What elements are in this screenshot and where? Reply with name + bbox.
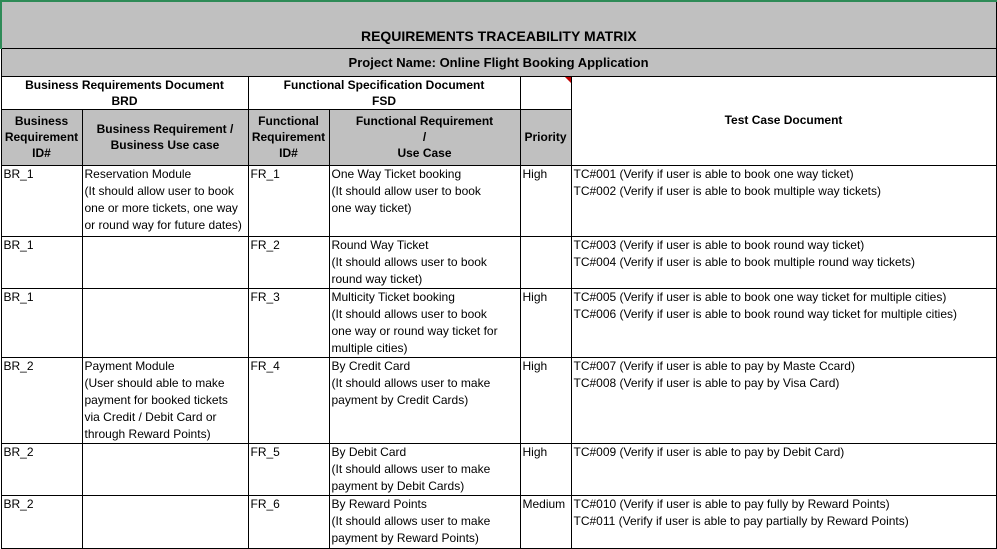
fr-description-line: one way or round way ticket for: [331, 323, 498, 338]
cell-priority[interactable]: High: [520, 443, 571, 495]
cell-fr-id[interactable]: FR_4: [248, 357, 329, 443]
test-case-line: TC#009 (Verify if user is able to pay by Debit Card): [573, 444, 845, 459]
fr-description-line: (It should allows user to make: [331, 513, 491, 528]
table-row: [1, 288, 996, 357]
header-fr-use-case-line: Functional Requirement: [355, 114, 494, 128]
header-priority: Priority: [520, 109, 571, 165]
fr-description-line: round way ticket): [331, 271, 423, 286]
table-row: [1, 165, 996, 236]
fr-description-line: payment by Reward Points): [331, 530, 479, 545]
test-case-line: TC#003 (Verify if user is able to book round way ticket): [573, 237, 865, 252]
test-case-line: TC#011 (Verify if user is able to pay partially by Reward Points): [573, 513, 909, 528]
cell-fr-description[interactable]: [329, 357, 520, 443]
cell-br-description[interactable]: [82, 165, 248, 236]
table-row: [1, 495, 996, 548]
test-case-line: TC#006 (Verify if user is able to book round way ticket for multiple cities): [573, 306, 957, 321]
br-description-line: or round way for future dates): [84, 217, 242, 232]
table-row: [1, 357, 996, 443]
cell-br-description[interactable]: [82, 357, 248, 443]
cell-test-cases[interactable]: [571, 288, 996, 357]
brd-group-abbrev: BRD: [111, 93, 138, 108]
cell-fr-description[interactable]: [329, 288, 520, 357]
fr-description-line: payment by Credit Cards): [331, 392, 469, 407]
fsd-group-title: Functional Specification Document: [283, 77, 485, 92]
cell-test-cases[interactable]: [571, 443, 996, 495]
test-case-line: TC#001 (Verify if user is able to book one way ticket): [573, 166, 854, 181]
fr-description-line: By Credit Card: [331, 358, 411, 373]
header-fr-id-line: ID#: [279, 146, 298, 160]
test-case-line: TC#008 (Verify if user is able to pay by Visa Card): [573, 375, 840, 390]
table-row: [1, 236, 996, 288]
fsd-group-abbrev: FSD: [372, 93, 396, 108]
fr-description-line: (It should allow user to book: [331, 183, 481, 198]
test-case-line: TC#010 (Verify if user is able to pay fully by Reward Points): [573, 496, 890, 511]
cell-fr-description[interactable]: [329, 443, 520, 495]
cell-fr-id[interactable]: FR_3: [248, 288, 329, 357]
fr-description-line: (It should allows user to book: [331, 306, 487, 321]
br-description-line: one or more tickets, one way: [84, 200, 238, 215]
fr-description-line: payment by Debit Cards): [331, 478, 465, 493]
fr-description-line: By Debit Card: [331, 444, 407, 459]
brd-group-header: [1, 76, 248, 109]
fr-description-line: (It should allows user to make: [331, 461, 491, 476]
cell-priority[interactable]: [520, 236, 571, 288]
brd-group-title: Business Requirements Document: [25, 77, 224, 92]
project-name: Project Name: Online Flight Booking Application: [1, 48, 996, 76]
br-description-line: through Reward Points): [84, 426, 211, 441]
br-description-line: Payment Module: [84, 358, 175, 373]
header-fr-use-case: [329, 109, 520, 165]
cell-priority[interactable]: High: [520, 165, 571, 236]
header-br-use-case: [82, 109, 248, 165]
matrix-title: REQUIREMENTS TRACEABILITY MATRIX: [1, 1, 996, 48]
table-row: [1, 443, 996, 495]
tcd-group-header: Test Case Document: [571, 76, 996, 165]
test-case-line: TC#002 (Verify if user is able to book multiple way tickets): [573, 183, 881, 198]
cell-fr-id[interactable]: FR_5: [248, 443, 329, 495]
fsd-group-header: [248, 76, 520, 109]
fr-description-line: Multicity Ticket booking: [331, 289, 455, 304]
comment-marker-icon: [565, 77, 571, 83]
cell-test-cases[interactable]: [571, 357, 996, 443]
header-br-use-case-line: Business Use case: [110, 138, 220, 152]
priority-group-blank-cell[interactable]: [520, 76, 571, 109]
header-fr-id-line: Functional: [258, 114, 319, 128]
cell-br-id[interactable]: BR_1: [1, 165, 82, 236]
test-case-line: TC#007 (Verify if user is able to pay by Maste Ccard): [573, 358, 855, 373]
fr-description-line: Round Way Ticket: [331, 237, 429, 252]
header-br-id-line: Requirement: [4, 130, 79, 144]
cell-br-id[interactable]: BR_1: [1, 236, 82, 288]
fr-description-line: multiple cities): [331, 340, 408, 355]
header-br-use-case-line: Business Requirement /: [96, 122, 234, 136]
test-case-line: TC#004 (Verify if user is able to book multiple round way tickets): [573, 254, 915, 269]
cell-br-description[interactable]: [82, 288, 248, 357]
cell-test-cases[interactable]: [571, 495, 996, 548]
cell-test-cases[interactable]: [571, 236, 996, 288]
br-description-line: payment for booked tickets: [84, 392, 228, 407]
cell-fr-id[interactable]: FR_1: [248, 165, 329, 236]
cell-br-description[interactable]: [82, 443, 248, 495]
br-description-line: via Credit / Debit Card or: [84, 409, 217, 424]
fr-description-line: (It should allows user to book: [331, 254, 487, 269]
header-fr-use-case-line: /: [422, 130, 427, 144]
matrix-body: [1, 165, 996, 548]
cell-fr-description[interactable]: [329, 165, 520, 236]
header-br-id: [1, 109, 82, 165]
cell-test-cases[interactable]: [571, 165, 996, 236]
cell-br-description[interactable]: [82, 236, 248, 288]
cell-fr-description[interactable]: [329, 495, 520, 548]
cell-br-id[interactable]: BR_1: [1, 288, 82, 357]
header-br-id-line: ID#: [32, 146, 51, 160]
cell-fr-description[interactable]: [329, 236, 520, 288]
br-description-line: (User should able to make: [84, 375, 225, 390]
cell-br-id[interactable]: BR_2: [1, 357, 82, 443]
header-fr-use-case-line: Use Case: [397, 146, 452, 160]
cell-priority[interactable]: Medium: [520, 495, 571, 548]
fr-description-line: (It should allows user to make: [331, 375, 491, 390]
fr-description-line: one way ticket): [331, 200, 412, 215]
cell-br-description[interactable]: [82, 495, 248, 548]
fr-description-line: One Way Ticket booking: [331, 166, 462, 181]
test-case-line: TC#005 (Verify if user is able to book one way ticket for multiple cities): [573, 289, 947, 304]
cell-fr-id[interactable]: FR_2: [248, 236, 329, 288]
fr-description-line: By Reward Points: [331, 496, 427, 511]
cell-priority[interactable]: High: [520, 288, 571, 357]
cell-priority[interactable]: High: [520, 357, 571, 443]
cell-br-id[interactable]: BR_2: [1, 495, 82, 548]
header-fr-id-line: Requirement: [251, 130, 326, 144]
cell-fr-id[interactable]: FR_6: [248, 495, 329, 548]
cell-br-id[interactable]: BR_2: [1, 443, 82, 495]
br-description-line: Reservation Module: [84, 166, 192, 181]
br-description-line: (It should allow user to book: [84, 183, 234, 198]
header-fr-id: [248, 109, 329, 165]
header-br-id-line: Business: [14, 114, 69, 128]
